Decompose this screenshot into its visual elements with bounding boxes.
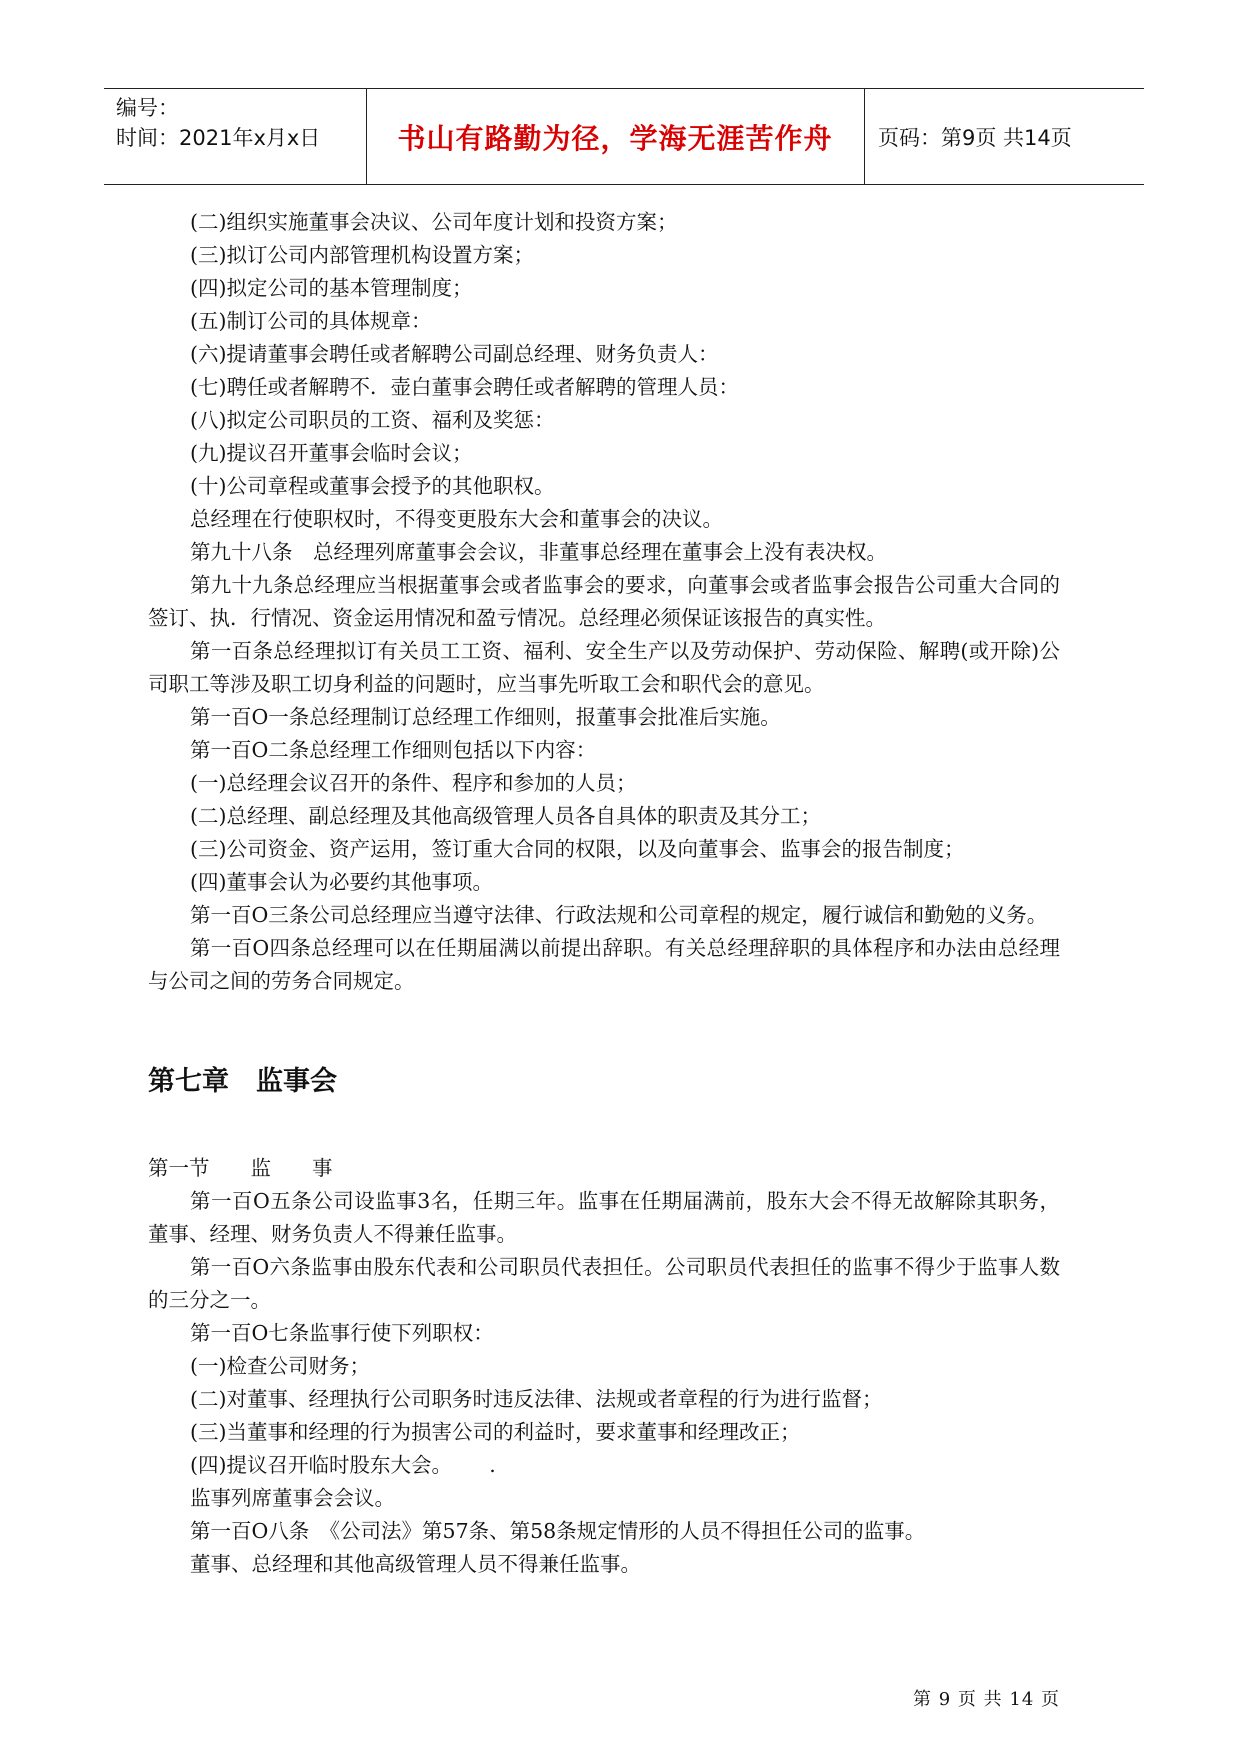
body-line: (二)组织实施董事会决议、公司年度计划和投资方案； [190,210,678,234]
body-line: (三)公司资金、资产运用，签订重大合同的权限，以及向董事会、监事会的报告制度； [190,837,965,861]
body-line: (五)制订公司的具体规章： [190,309,432,333]
body-line: (九)提议召开董事会临时会议； [190,441,473,465]
header-meta [116,93,366,153]
body-line: (六)提请董事会聘任或者解聘公司副总经理、财务负责人： [190,342,719,366]
body-line: (七)聘任或者解聘不．壶白董事会聘任或者解聘的管理人员： [190,375,739,399]
body-line: (二)总经理、副总经理及其他高级管理人员各自具体的职责及其分工； [190,804,821,828]
body-line: (三)当董事和经理的行为损害公司的利益时，要求董事和经理改正； [190,1420,801,1444]
article-99: 第九十九条总经理应当根据董事会或者监事会的要求，向董事会或者监事会报告公司重大合同的签订、执．行情况、资金运用情况和盈亏情况。总经理必须保证该报告的真实性。 [148,573,1060,630]
body-line: 总经理在行使职权时，不得变更股东大会和董事会的决议。 [190,507,723,531]
article-105: 第一百O五条公司设监事3名，任期三年。监事在任期届满前，股东大会不得无故解除其职务，董事、经理、财务负责人不得兼任监事。 [148,1189,1060,1246]
body-line: (二)对董事、经理执行公司职务时违反法律、法规或者章程的行为进行监督； [190,1387,883,1411]
body-line: 第一百O二条总经理工作细则包括以下内容： [190,738,597,762]
header-page-label: 页码：第9页 共14页 [878,125,1072,150]
article-100: 第一百条总经理拟订有关员工工资、福利、安全生产以及劳动保护、劳动保险、解聘(或开除)公司职工等涉及职工切身利益的问题时，应当事先听取工会和职代会的意见。 [148,639,1060,696]
header-slogan: 书山有路勤为径，学海无涯苦作舟 [397,121,833,155]
body-line: 监事列席董事会会议。 [190,1486,395,1510]
article-103: 第一百O三条公司总经理应当遵守法律、行政法规和公司章程的规定，履行诚信和勤勉的义务。 [190,903,1048,927]
body-line: (三)拟订公司内部管理机构设置方案； [190,243,534,267]
body-line: 第九十八条 总经理列席董事会会议，非董事总经理在董事会上没有表决权。 [190,540,887,564]
header-divider-right [864,89,865,184]
article-106: 第一百O六条监事由股东代表和公司职员代表担任。公司职员代表担任的监事不得少于监事人数的三分之一。 [148,1255,1060,1312]
body-line: (十)公司章程或董事会授予的其他职权。 [190,474,555,498]
body-line: (四)提议召开临时股东大会。 . [190,1453,496,1477]
document-number-label: 编号： [116,96,179,120]
body-line: (四)董事会认为必要约其他事项。 [190,870,493,894]
chapter-title: 第七章 监事会 [148,1066,337,1097]
header-divider-left [366,89,367,184]
page-header [104,88,1144,185]
body-line: 第一百O八条 《公司法》第57条、第58条规定情形的人员不得担任公司的监事。 [190,1519,926,1543]
section-title: 第一节 监 事 [148,1156,333,1180]
page-footer: 第 9 页 共 14 页 [913,1689,1060,1710]
body-line: (四)拟定公司的基本管理制度； [190,276,473,300]
body-line: (一)检查公司财务； [190,1354,370,1378]
body-line: (一)总经理会议召开的条件、程序和参加的人员； [190,771,637,795]
body-line: 董事、总经理和其他高级管理人员不得兼任监事。 [190,1552,641,1576]
document-time-label: 时间：2021年x月x日 [116,126,321,150]
body-line: 第一百O七条监事行使下列职权： [190,1321,494,1345]
body-line: (八)拟定公司职员的工资、福利及奖惩： [190,408,555,432]
document-body [148,206,1060,1581]
article-104: 第一百O四条总经理可以在任期届满以前提出辞职。有关总经理辞职的具体程序和办法由总经理与公司之间的劳务合同规定。 [148,936,1060,993]
body-line: 第一百O一条总经理制订总经理工作细则，报董事会批准后实施。 [190,705,781,729]
